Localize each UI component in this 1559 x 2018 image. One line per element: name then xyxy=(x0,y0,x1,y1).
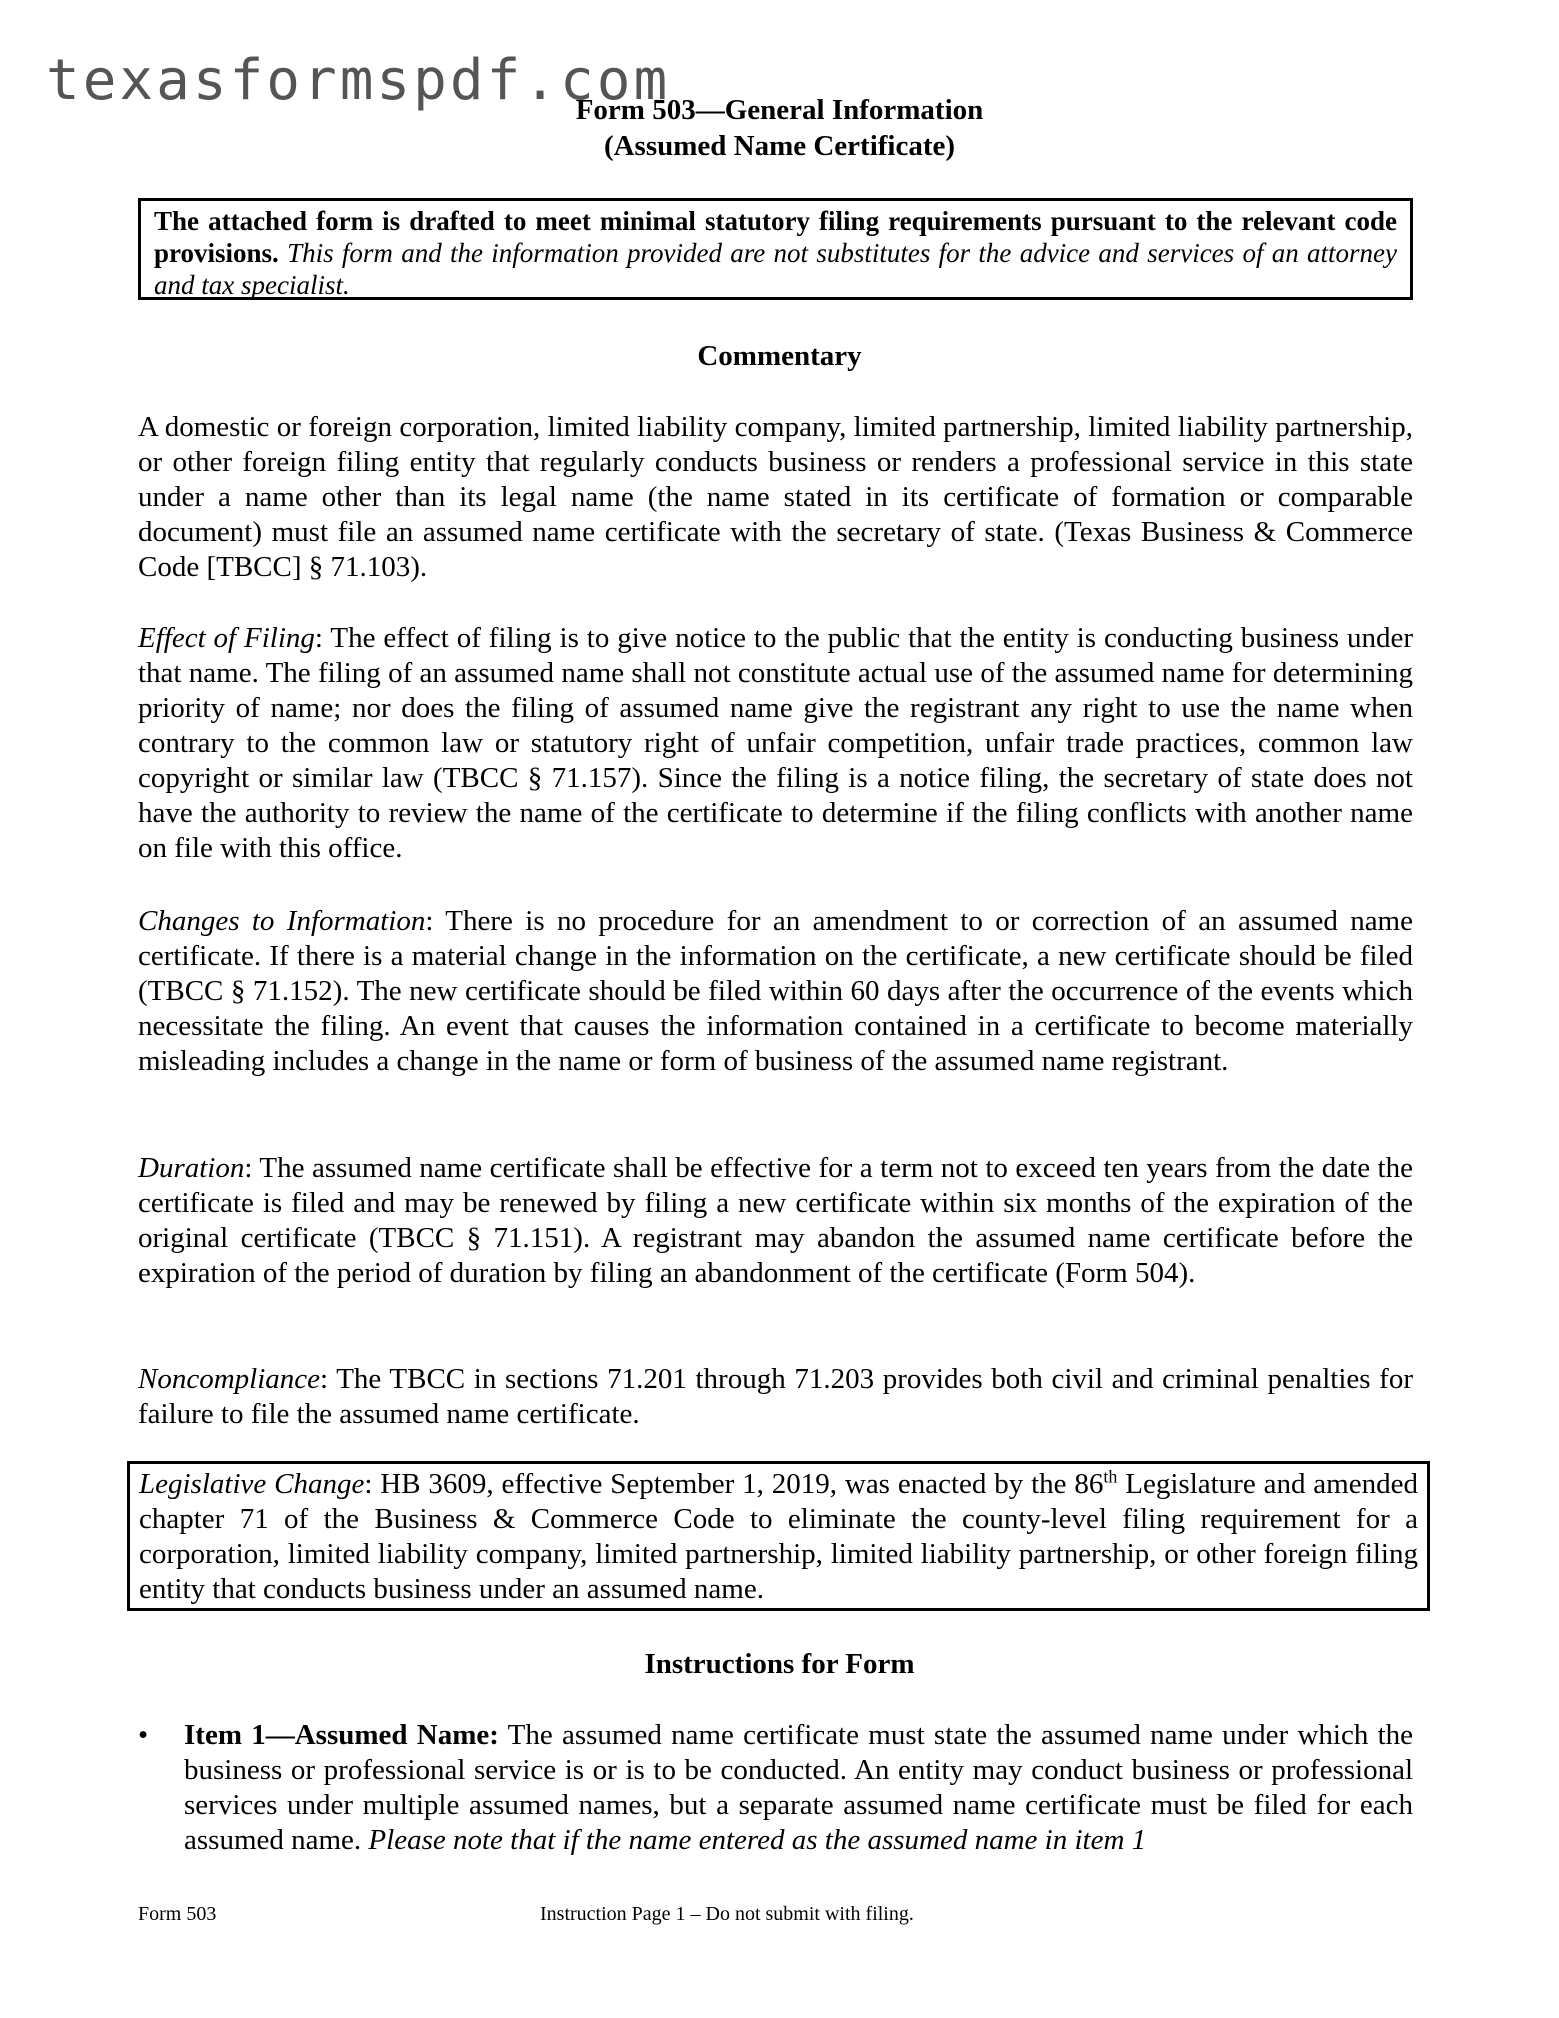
legislative-change-text-before: : HB 3609, effective September 1, 2019, was enacted by the 86 xyxy=(364,1468,1104,1500)
instruction-item-1-label: Item 1—Assumed Name: xyxy=(184,1719,499,1751)
changes-label: Changes to Information xyxy=(138,905,426,937)
legislative-change-label: Legislative Change xyxy=(139,1468,365,1500)
duration-text: : The assumed name certificate shall be effective for a term not to exceed ten years from the date the certificate is filed and may be renewed by filing a new certificate within six months of the expiration of the original certificate (TBCC § 71.151). A registrant may abandon the assumed name certificate before the expiration of the period of duration by filing an abandonment of the certificate (Form 504). xyxy=(138,1152,1413,1289)
page-title xyxy=(0,92,1559,164)
effect-of-filing-paragraph xyxy=(138,621,1413,866)
changes-text: : There is no procedure for an amendment to or correction of an assumed name certificate. If there is a material change in the information on the certificate, a new certificate should be filed (TBCC § 71.152). The new certificate should be filed within 60 days after the occurrence of the events which necessitate the filing. An event that causes the information contained in a certificate to become materially misleading includes a change in the name or form of business of the assumed name registrant. xyxy=(138,905,1413,1077)
instruction-item-1-italic: Please note that if the name entered as the assumed name in item 1 xyxy=(368,1824,1147,1856)
effect-of-filing-text: : The effect of filing is to give notice to the public that the entity is conducting business under that name. The filing of an assumed name shall not constitute actual use of the assumed name for determining priority of name; nor does the filing of assumed name give the registrant any right to use the name when contrary to the common law or statutory right of unfair competition, unfair trade practices, common law copyright or similar law (TBCC § 71.157). Since the filing is a notice filing, the secretary of state does not have the authority to review the name of the certificate to determine if the filing conflicts with another name on file with this office. xyxy=(138,622,1414,864)
legislative-change-text-after: Legislature and amended chapter 71 of the Business & Commerce Code to eliminate the county-level filing requirement for a corporation, limited liability company, limited partnership, limited liability partnership, or other foreign filing entity that conducts business under an assumed name. xyxy=(139,1468,1418,1605)
legislative-change-box xyxy=(127,1461,1430,1611)
footer-form-number: Form 503 xyxy=(138,1903,217,1925)
noncompliance-paragraph xyxy=(138,1362,1413,1432)
instructions-heading: Instructions for Form xyxy=(644,1648,915,1680)
noncompliance-label: Noncompliance xyxy=(138,1363,321,1395)
title-line-1: Form 503—General Information xyxy=(575,94,984,126)
notice-box xyxy=(138,198,1413,300)
watermark: texasformspdf.com xyxy=(46,48,671,113)
bullet-icon: • xyxy=(138,1719,149,1751)
notice-italic-text: This form and the information provided are not substitutes for the advice and services of an attorney and tax specialist. xyxy=(154,238,1398,300)
duration-label: Duration xyxy=(138,1152,245,1184)
instruction-item-1-body: The assumed name certificate must state the assumed name under which the business or professional service is or is to be conducted. An entity may conduct business or professional services under multiple assumed names, but a separate assumed name certificate must be filed for each assumed name. xyxy=(184,1719,1414,1856)
notice-bold-text: The attached form is drafted to meet minimal statutory filing requirements pursuant to the relevant code provisions. xyxy=(154,206,1397,268)
footer-page-note: Instruction Page 1 – Do not submit with filing. xyxy=(540,1903,914,1925)
instruction-item-1 xyxy=(138,1718,1413,1858)
noncompliance-text: : The TBCC in sections 71.201 through 71.203 provides both civil and criminal penalties for failure to file the assumed name certificate. xyxy=(138,1363,1413,1430)
effect-of-filing-label: Effect of Filing xyxy=(138,622,315,654)
intro-paragraph: A domestic or foreign corporation, limited liability company, limited partnership, limited liability partnership, or other foreign filing entity that regularly conducts business or renders a professional service in this state under a name other than its legal name (the name stated in its certificate of formation or comparable document) must file an assumed name certificate with the secretary of state. (Texas Business & Commerce Code [TBCC] § 71.103). xyxy=(138,411,1413,583)
title-line-2: (Assumed Name Certificate) xyxy=(603,130,956,162)
instruction-item-1-text xyxy=(184,1718,1413,1858)
duration-paragraph xyxy=(138,1151,1413,1291)
legislative-change-superscript: th xyxy=(1103,1466,1118,1487)
commentary-heading: Commentary xyxy=(697,340,862,372)
changes-paragraph xyxy=(138,904,1413,1079)
